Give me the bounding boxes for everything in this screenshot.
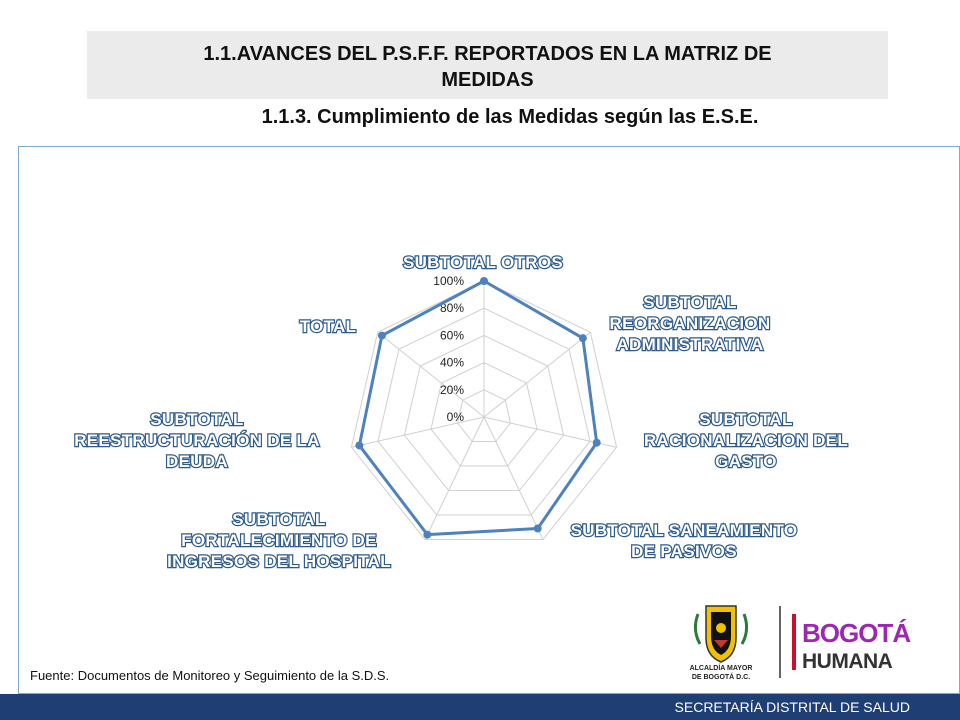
- category-label: REESTRUCTURACIÓN DE LA: [74, 431, 320, 450]
- category-label: DE PASIVOS: [631, 542, 737, 561]
- footer-text: SECRETARÍA DISTRITAL DE SALUD: [674, 699, 910, 715]
- category-label: SUBTOTAL SANEAMIENTO: [570, 521, 798, 540]
- category-label: TOTAL: [299, 317, 357, 336]
- category-label: SUBTOTAL: [232, 510, 326, 529]
- series-point: [423, 531, 431, 539]
- logo-group: [684, 600, 924, 682]
- category-label: RACIONALIZACION DEL: [643, 431, 849, 450]
- footer-bar: [0, 694, 960, 720]
- tick-label: 100%: [433, 274, 464, 288]
- alcaldia-line-1: ALCALDÍA MAYOR: [689, 665, 753, 672]
- tick-label: 60%: [439, 328, 464, 343]
- subtitle: 1.1.3. Cumplimiento de las Medidas según las E.S.E.: [261, 106, 759, 128]
- source-note: Fuente: Documentos de Monitoreo y Seguimiento de la S.D.S.: [30, 668, 390, 683]
- category-label: REORGANIZACION: [609, 314, 771, 333]
- tick-label: 40%: [439, 355, 464, 370]
- tick-label: 80%: [439, 301, 464, 316]
- category-label: SUBTOTAL: [643, 293, 737, 312]
- logos-svg: [684, 600, 924, 682]
- series-point: [579, 334, 587, 342]
- series-line: [359, 281, 596, 535]
- title-line-2: MEDIDAS: [441, 69, 534, 91]
- series-point: [480, 277, 488, 285]
- bogota-wordmark: BOGOTÁ: [802, 618, 911, 648]
- category-label: ADMINISTRATIVA: [616, 335, 764, 354]
- tick-label: 20%: [439, 382, 464, 397]
- category-label: INGRESOS DEL HOSPITAL: [167, 552, 391, 571]
- alcaldia-line-2: DE BOGOTÁ D.C.: [691, 674, 751, 681]
- series-point: [593, 439, 601, 447]
- category-label: GASTO: [715, 452, 777, 471]
- tick-label: 0%: [446, 410, 464, 424]
- category-label: DEUDA: [166, 452, 228, 471]
- title-line-1: 1.1.AVANCES DEL P.S.F.F. REPORTADOS EN LA MATRIZ DE: [203, 43, 772, 65]
- series-point: [378, 332, 386, 340]
- category-label: SUBTOTAL OTROS: [402, 253, 564, 272]
- series-point: [534, 525, 542, 533]
- category-label: FORTALECIMIENTO DE: [181, 531, 377, 550]
- grid-spoke: [425, 417, 484, 540]
- humana-wordmark: HUMANA: [802, 650, 893, 673]
- category-label: SUBTOTAL: [699, 410, 793, 429]
- coat-of-arms-logo: [695, 606, 746, 662]
- grid-spoke: [484, 417, 543, 540]
- category-label: SUBTOTAL: [150, 410, 244, 429]
- series-point: [355, 441, 363, 449]
- bogota-accent-bar: [792, 614, 796, 670]
